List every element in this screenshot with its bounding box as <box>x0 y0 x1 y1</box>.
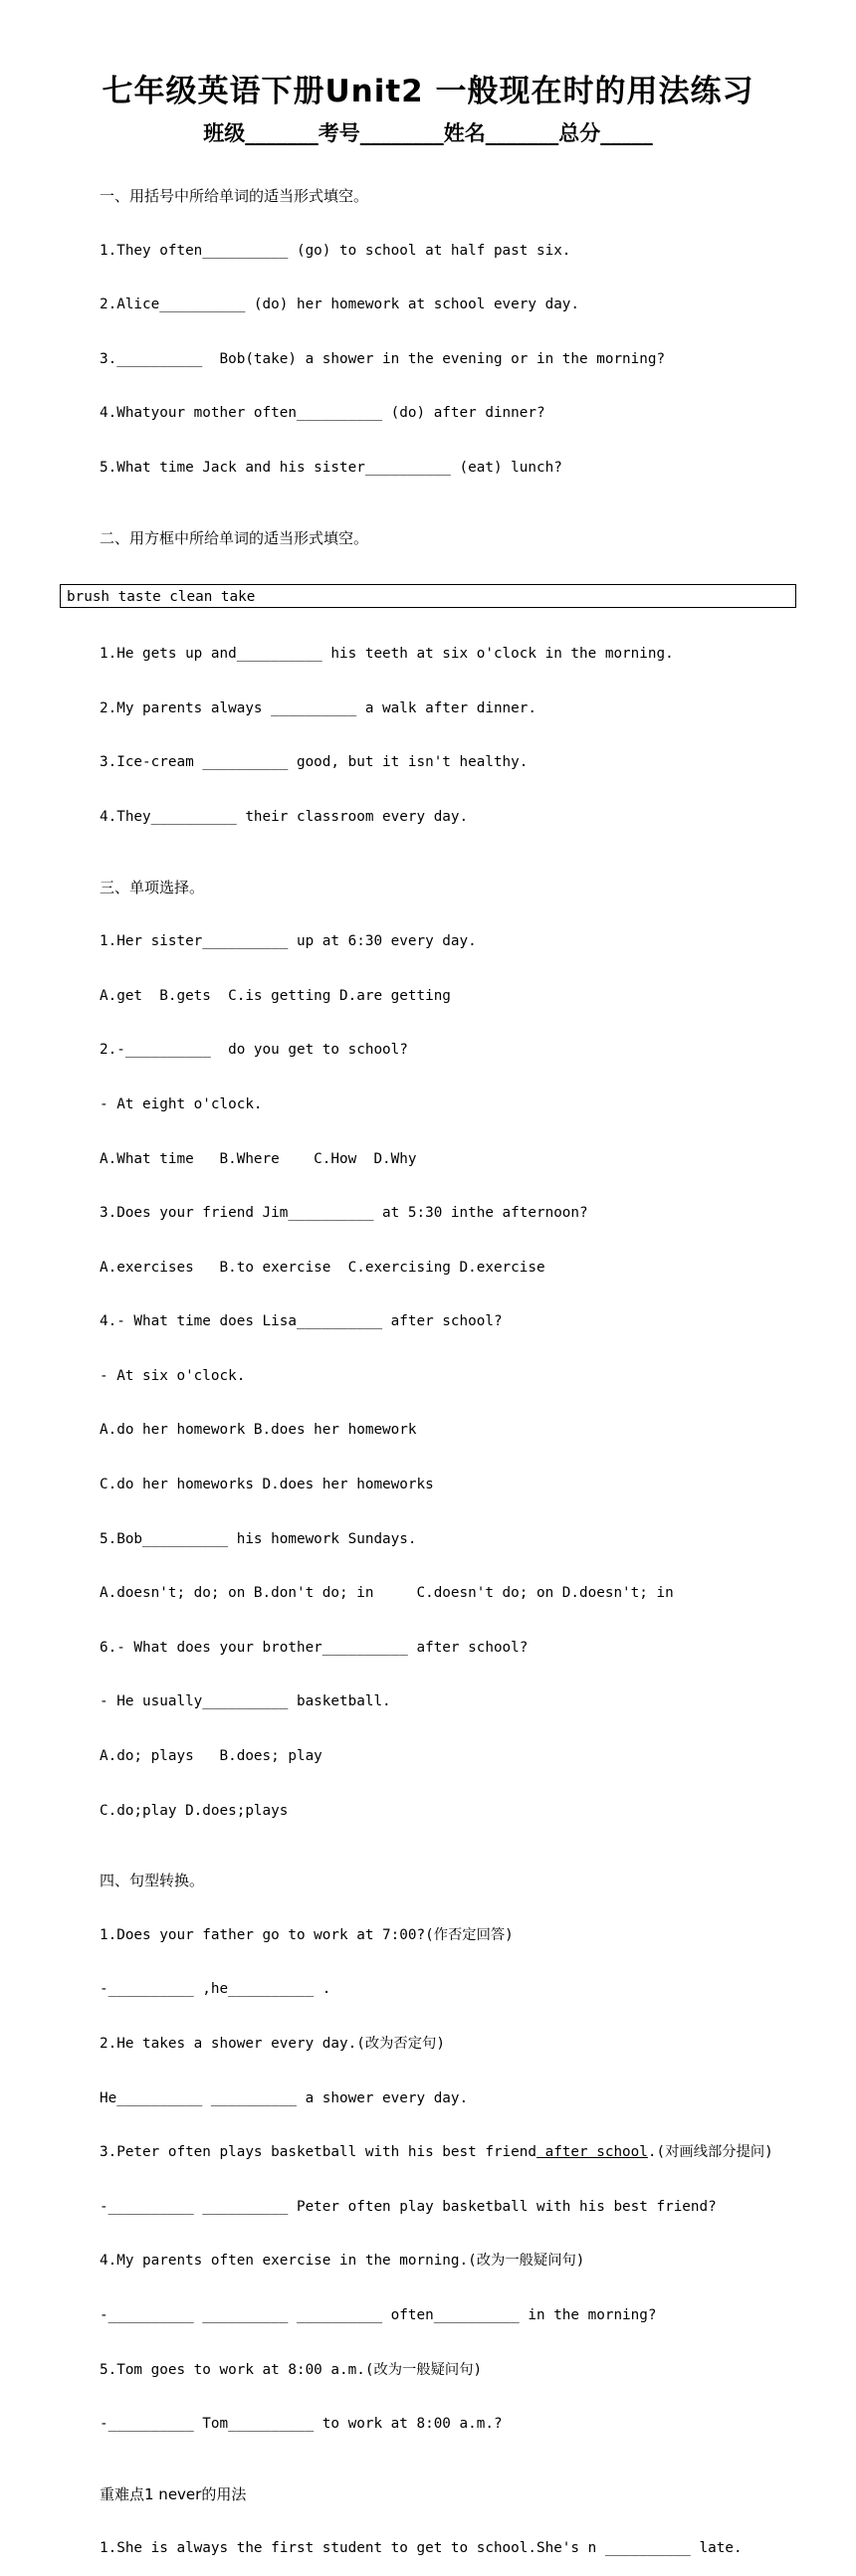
question-text: 3.Peter often plays basketball with his best friend <box>100 2144 536 2161</box>
options-line: A.doesn't; do; on B.don't do; in C.doesn't do; on D.doesn't; in <box>100 1585 674 1602</box>
options-line: A.get B.gets C.is getting D.are getting <box>100 987 451 1004</box>
student-info-line: 班级_______考号________姓名_______总分_____ <box>203 121 653 145</box>
answer-line: -__________ ,he__________ . <box>100 1981 331 1998</box>
question-line: 2.He takes a shower every day.(改为否定句) <box>100 2036 445 2052</box>
options-line: A.do; plays B.does; play <box>100 1748 322 1765</box>
underlined-phrase: after school <box>535 2144 648 2161</box>
question-line <box>100 2141 816 2164</box>
question-line: 3.Ice-cream __________ good, but it isn't healthy. <box>100 754 529 771</box>
worksheet-body <box>67 153 816 2576</box>
answer-line: -__________ Tom__________ to work at 8:00 a.m.? <box>100 2416 503 2433</box>
dialog-line: - At eight o'clock. <box>100 1095 263 1112</box>
question-line: 3.__________ Bob(take) a shower in the evening or in the morning? <box>100 350 666 367</box>
question-line: 1.She is always the first student to get to school.She's n __________ late. <box>100 2540 743 2557</box>
options-line: A.do her homework B.does her homework <box>100 1422 417 1439</box>
question-line: 5.What time Jack and his sister__________ (eat) lunch? <box>100 459 562 476</box>
options-line: A.What time B.Where C.How D.Why <box>100 1150 417 1167</box>
question-line: 1.They often__________ (go) to school at half past six. <box>100 242 571 259</box>
answer-line: -__________ __________ __________ often__________ in the morning? <box>100 2306 657 2323</box>
answer-line: -__________ __________ Peter often play basketball with his best friend? <box>100 2198 717 2215</box>
question-line: 4.They__________ their classroom every day. <box>100 808 469 825</box>
question-line: 4.My parents often exercise in the morning.(改为一般疑问句) <box>100 2253 585 2270</box>
dialog-line: - At six o'clock. <box>100 1367 246 1384</box>
section-header-1: 一、用括号中所给单词的适当形式填空。 <box>100 187 369 205</box>
question-line: 4.Whatyour mother often__________ (do) after dinner? <box>100 405 545 422</box>
answer-line: He__________ __________ a shower every day. <box>100 2089 469 2106</box>
section-header-3: 三、单项选择。 <box>100 878 205 896</box>
options-line: A.exercises B.to exercise C.exercising D.exercise <box>100 1259 545 1276</box>
question-line: 5.Bob__________ his homework Sundays. <box>100 1530 417 1547</box>
options-line: C.do;play D.does;plays <box>100 1802 289 1819</box>
word-box: brush taste clean take <box>60 584 796 608</box>
section-header-2: 二、用方框中所给单词的适当形式填空。 <box>100 528 369 547</box>
question-line: 4.- What time does Lisa__________ after school? <box>100 1313 503 1330</box>
section-header-4: 四、句型转换。 <box>100 1872 205 1890</box>
question-line: 1.Her sister__________ up at 6:30 every day. <box>100 933 477 950</box>
dialog-line: - He usually__________ basketball. <box>100 1693 391 1710</box>
question-line: 5.Tom goes to work at 8:00 a.m.(改为一般疑问句) <box>100 2361 483 2378</box>
question-line: 2.Alice__________ (do) her homework at school every day. <box>100 297 580 313</box>
question-instruction: .(对画线部分提问) <box>647 2144 773 2161</box>
question-line: 3.Does your friend Jim__________ at 5:30 inthe afternoon? <box>100 1205 588 1222</box>
question-line: 2.-__________ do you get to school? <box>100 1042 408 1059</box>
section-header-5: 重难点1 never的用法 <box>100 2484 247 2503</box>
page-title: 七年级英语下册Unit2 一般现在时的用法练习 <box>102 74 754 109</box>
question-line: 1.Does your father go to work at 7:00?(作否定回答) <box>100 1926 514 1943</box>
question-line: 2.My parents always __________ a walk after dinner. <box>100 699 536 716</box>
question-line: 1.He gets up and__________ his teeth at six o'clock in the morning. <box>100 646 674 663</box>
options-line: C.do her homeworks D.does her homeworks <box>100 1477 434 1493</box>
question-line: 6.- What does your brother__________ after school? <box>100 1639 529 1656</box>
